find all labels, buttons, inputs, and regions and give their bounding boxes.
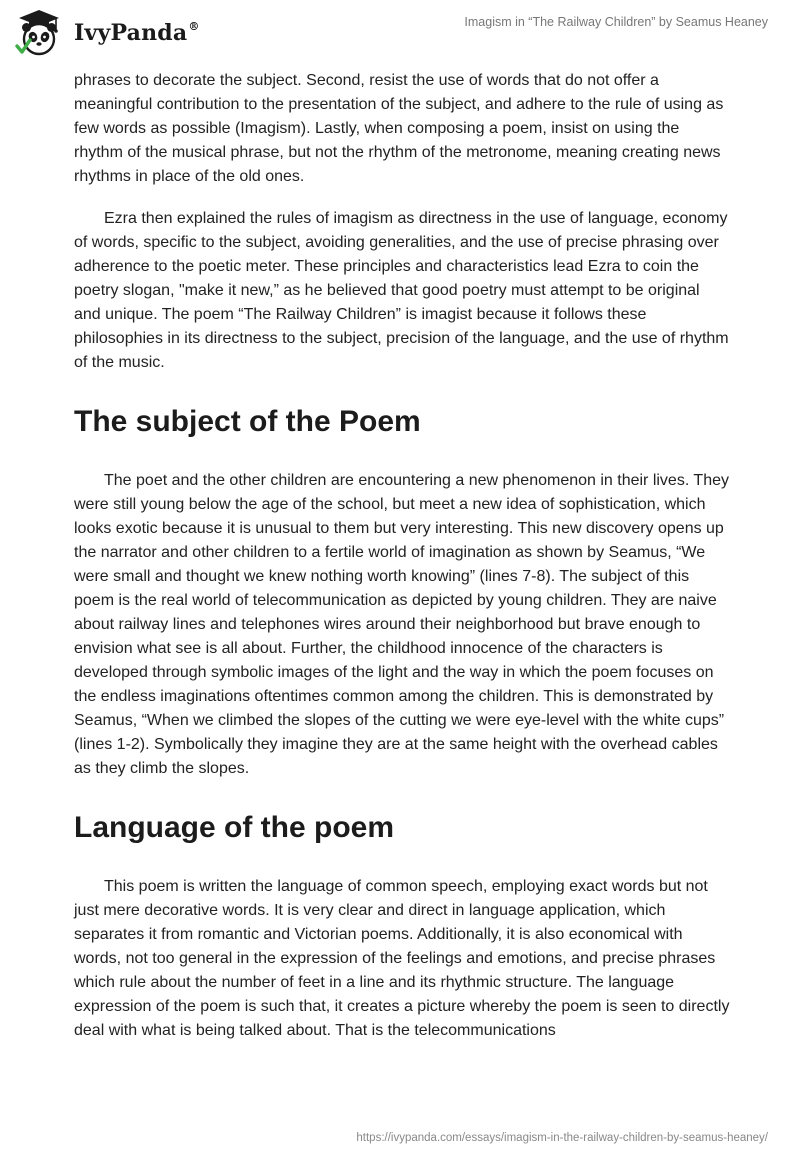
paragraph-continuation: phrases to decorate the subject. Second, resist the use of words that do not offer a meaningful contribution to the presentation of the subject, and adhere to the rule of using as few words as possible (Imagism). Lastly, when composing a poem, insist on using the rhythm of the musical phrase, but not the rhythm of the metronome, meaning creating news rhythms in place of the old ones. <box>74 72 724 185</box>
paragraph-subject: The poet and the other children are encountering a new phenomenon in their lives. They were still young below the age of the school, but meet a new idea of sophistication, which looks exotic because it is unusual to them but very interesting. This new discovery opens up the narrator and other children to a fertile world of imagination as shown by Seamus, “We were small and thought we knew nothing worth knowing” (lines 7-8). The subject of this poem is the real world of telecommunication as depicted by young children. They are naive about railway lines and telephones wires around their neighborhood but brave enough to envision what see is all about. Further, the childhood innocence of the characters is developed through symbolic images of the light and the way in which the poem focuses on the endless imaginations oftentimes common among the children. This is demonstrated by Seamus, “When we climbed the slopes of the cutting we were eye-level with the white cups” (lines 1-2). Symbolically they imagine they are at the same height with the overhead cables as they climb the slopes. <box>74 472 729 777</box>
source-url-link[interactable]: https://ivypanda.com/essays/imagism-in-the-railway-children-by-seamus-heaney/ <box>356 1132 768 1144</box>
page-header <box>0 0 800 70</box>
section-heading-language: Language of the poem <box>74 811 395 844</box>
paragraph-language: This poem is written the language of common speech, employing exact words but not just mere decorative words. It is very clear and direct in language application, which separates it from romantic and Victorian poems. Additionally, it is also economical with words, not too general in the expression of the feelings and emotions, and precise phrases which rule about the number of feet in a line and its rhythmic structure. The language expression of the poem is such that, it creates a picture whereby the poem is seen to directly deal with what is being talked about. That is the telecommunications <box>74 878 730 1039</box>
brand-name <box>74 20 200 46</box>
paragraph-imagism-rules: Ezra then explained the rules of imagism as directness in the use of language, economy of words, specific to the subject, avoiding generalities, and the use of precise phrasing over adherence to the poetic meter. These principles and characteristics lead Ezra to coin the poetry slogan, "make it new,” as he believed that good poetry must attempt to be original and unique. The poem “The Railway Children” is imagist because it follows these philosophies in its directness to the subject, precision of the language, and the use of rhythm of the music. <box>74 210 729 371</box>
brand-logo[interactable] <box>14 8 200 58</box>
panda-graduate-logo-icon <box>14 8 64 58</box>
document-title: Imagism in “The Railway Children” by Seamus Heaney <box>464 15 768 29</box>
essay-body <box>74 69 730 1061</box>
section-heading-subject: The subject of the Poem <box>74 405 421 438</box>
registered-mark: ® <box>188 20 200 33</box>
brand-name-text: IvyPanda <box>74 20 188 46</box>
